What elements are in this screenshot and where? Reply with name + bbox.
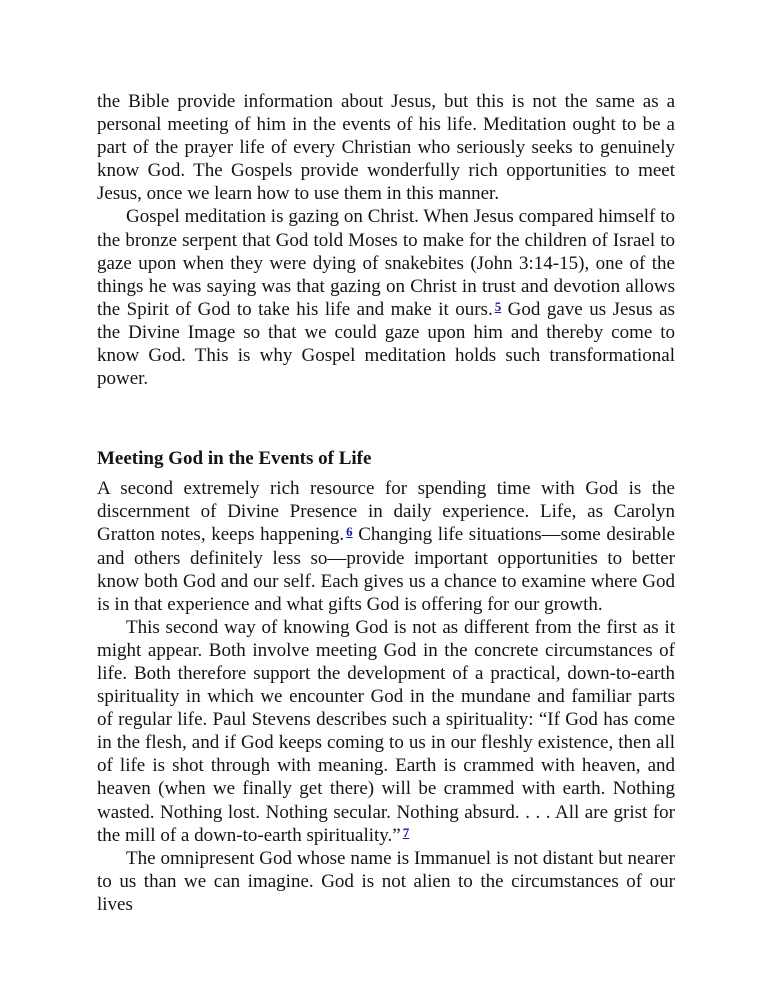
paragraph-text: Gospel meditation is gazing on Christ. When Jesus compared himself to the bronze serpent that God told Moses to make for the children of Israel to gaze upon when they were dying of snakebites (John 3:14-15), one of the things he was saying was that gazing on Christ in trust and devotion allows the Spirit of God to take his life and make it ours. bbox=[97, 206, 675, 320]
footnote-link-5[interactable]: 5 bbox=[494, 298, 502, 314]
footnote-link-6[interactable]: 6 bbox=[346, 524, 353, 540]
footnote-marker-7 bbox=[403, 825, 410, 840]
paragraph-omnipresent-god: The omnipresent God whose name is Immanuel is not distant but nearer to us than we can imagine. God is not alien to the circumstances of our lives bbox=[97, 847, 675, 915]
paragraph-text: This second way of knowing God is not as different from the first as it might appear. Both involve meeting God in the concrete circumstances of life. Both therefore support the development of a practical, down-to-earth spirituality in which we encounter God in the mundane and familiar parts of regular life. Paul Stevens describes such a spirituality: “If God has come in the flesh, and if God keeps coming to us in our fleshly existence, then all of life is shot through with meaning. Earth is crammed with heaven, and heaven (when we finally get there) will be crammed with earth. Nothing wasted. Nothing lost. Nothing secular. Nothing absurd. . . . All are grist for the mill of a down-to-earth spirituality.” bbox=[97, 616, 675, 846]
section-heading: Meeting God in the Events of Life bbox=[97, 448, 372, 470]
document-page bbox=[97, 90, 675, 916]
paragraph-text: A second extremely rich resource for spending time with God is the discernment of Divine Presence in daily experience. Life, as Carolyn Gratton notes, keeps happening. bbox=[97, 478, 675, 546]
paragraph-second-resource bbox=[97, 477, 675, 616]
footnote-link-7[interactable]: 7 bbox=[402, 824, 410, 840]
paragraph-gospel-meditation bbox=[97, 205, 675, 390]
paragraph-bible-meditation: the Bible provide information about Jesus, but this is not the same as a personal meeting of him in the events of his life. Meditation ought to be a part of the prayer life of every Christian who seriously seeks to genuinely know God. The Gospels provide wonderfully rich opportunities to meet Jesus, once we learn how to use them in this manner. bbox=[97, 91, 675, 205]
paragraph-second-way bbox=[97, 616, 675, 847]
paragraph-text: God gave us Jesus as the Divine Image so that we could gaze upon him and thereby come to know God. This is why Gospel meditation holds such transformational power. bbox=[97, 298, 675, 390]
paragraph-text: Changing life situations—some desirable and others definitely less so—provide important opportunities to better know both God and our self. Each gives us a chance to examine where God is in that experience and what gifts God is offering for our growth. bbox=[97, 524, 675, 615]
